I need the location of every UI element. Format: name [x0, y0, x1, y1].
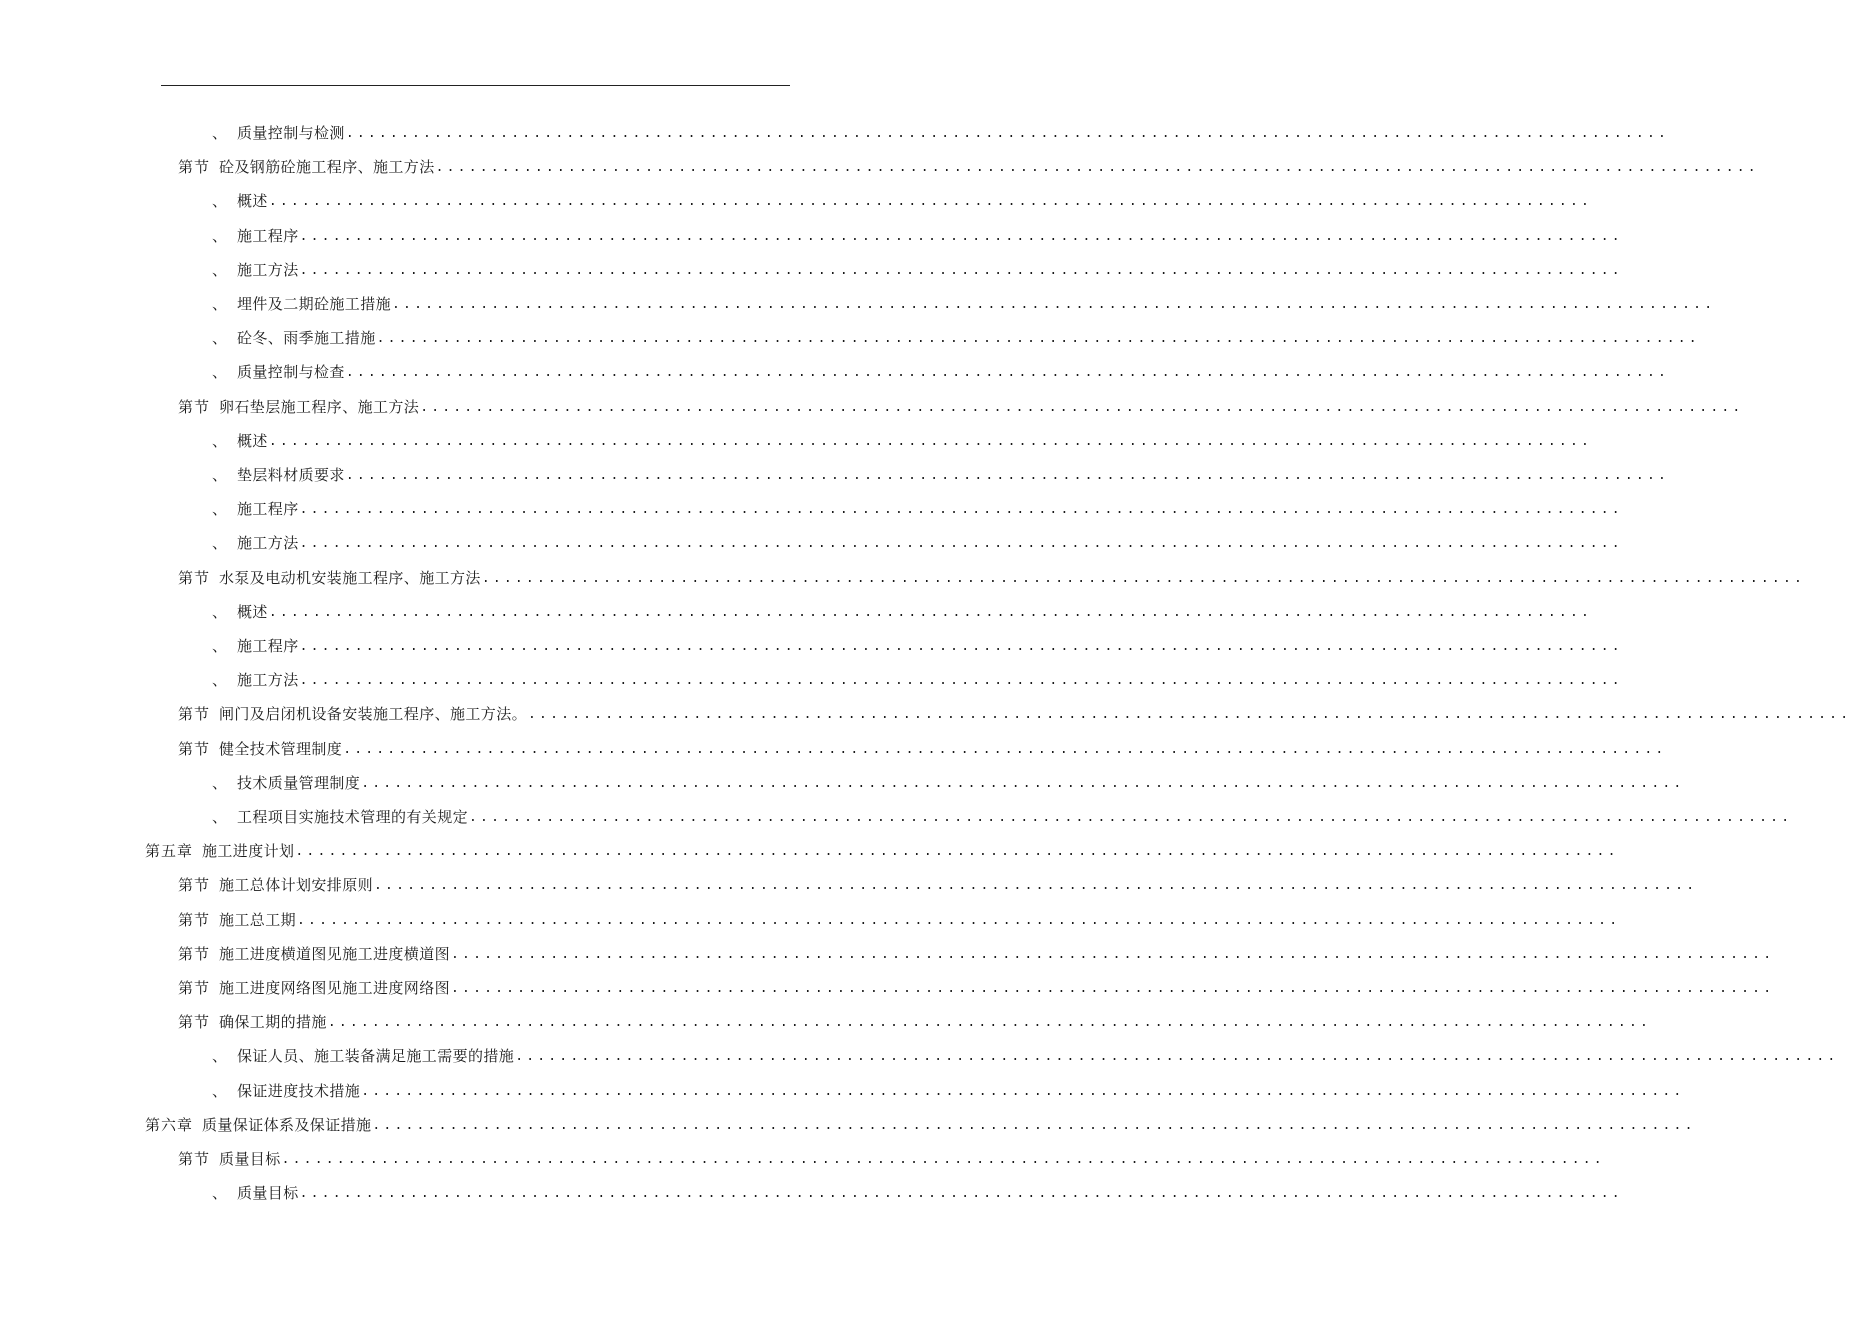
dot-leader: ........................................................................................................................ [299, 639, 1623, 654]
toc-entry-number: 、 [212, 808, 229, 826]
toc-entry[interactable] [178, 697, 1851, 731]
toc-entry[interactable] [212, 766, 1685, 800]
toc-entry[interactable] [212, 219, 1623, 253]
toc-entry-title: 施工总工期 [219, 910, 297, 929]
toc-entry[interactable] [178, 937, 1775, 971]
toc-entry-number: 、 [212, 226, 229, 245]
dot-leader: ........................................................................................................................ [299, 228, 1623, 244]
toc-entry-title: 埋件及二期砼施工措施 [237, 295, 392, 313]
dot-leader: ........................................................................................................................ [343, 741, 1667, 757]
toc-entry-number: 、 [212, 192, 229, 211]
toc-entry-number: 第节 [178, 944, 211, 963]
dot-leader: ........................................................................................................................ [268, 433, 1593, 449]
dot-leader: ........................................................................................................................ [299, 673, 1623, 689]
toc-entry-number: 、 [212, 466, 229, 484]
toc-entry[interactable] [178, 1142, 1605, 1176]
dot-leader: ........................................................................................................................ [528, 707, 1851, 723]
dot-leader: ........................................................................................................................ [372, 1117, 1696, 1133]
toc-entry-number: 第节 [178, 876, 211, 895]
dot-leader: ........................................................................................................................ [299, 1186, 1623, 1202]
toc-entry-title: 施工进度横道图见施工进度横道图 [219, 944, 451, 963]
toc-entry-number: 第节 [178, 705, 211, 724]
toc-entry-number: 、 [212, 1081, 229, 1100]
toc-entry[interactable] [212, 663, 1623, 697]
toc-entry[interactable] [212, 492, 1623, 526]
toc-entry[interactable] [212, 629, 1623, 663]
toc-entry-number: 第节 [178, 979, 211, 997]
dot-leader: ........................................................................................................................ [345, 126, 1670, 141]
toc-entry[interactable] [212, 595, 1593, 629]
dot-leader: ........................................................................................................................ [345, 468, 1670, 483]
toc-entry-title: 工程项目实施技术管理的有关规定 [237, 808, 469, 826]
toc-entry[interactable] [212, 526, 1623, 560]
toc-entry-title: 卵石垫层施工程序、施工方法 [219, 397, 420, 416]
toc-entry[interactable] [212, 355, 1670, 389]
toc-entry-title: 概述 [237, 192, 268, 211]
toc-entry-title: 健全技术管理制度 [219, 739, 343, 758]
dot-leader: ........................................................................................................................ [420, 399, 1744, 415]
dot-leader: ........................................................................................................................ [374, 878, 1698, 894]
toc-entry-number: 第五章 [145, 842, 194, 861]
dot-leader: ........................................................................................................................ [345, 365, 1670, 381]
toc-entry-title: 砼及钢筋砼施工程序、施工方法 [219, 158, 435, 177]
toc-entry[interactable] [212, 184, 1593, 218]
toc-entry[interactable] [212, 116, 1670, 150]
toc-entry-number: 、 [212, 637, 229, 655]
dot-leader: ........................................................................................................................ [392, 297, 1716, 312]
toc-entry-number: 、 [212, 773, 229, 792]
toc-entry-title: 施工进度计划 [202, 842, 295, 861]
toc-entry[interactable] [145, 1108, 1696, 1142]
toc-entry-title: 闸门及启闭机设备安装施工程序、施工方法。 [219, 705, 528, 724]
toc-entry[interactable] [178, 150, 1759, 184]
toc-entry-title: 质量控制与检测 [237, 124, 345, 142]
toc-entry-title: 质量控制与检查 [237, 363, 345, 382]
toc-entry-title: 保证进度技术措施 [237, 1081, 361, 1100]
toc-entry-title: 质量保证体系及保证措施 [202, 1115, 372, 1134]
toc-entry-title: 垫层料材质要求 [237, 466, 345, 484]
toc-entry[interactable] [212, 424, 1593, 458]
toc-entry[interactable] [178, 732, 1667, 766]
toc-entry-number: 第节 [178, 910, 211, 929]
toc-entry-number: 第节 [178, 739, 211, 758]
toc-entry-number: 、 [212, 500, 229, 519]
toc-entry-title: 施工进度网络图见施工进度网络图 [219, 979, 451, 997]
toc-entry[interactable] [178, 868, 1698, 902]
toc-entry-number: 第节 [178, 397, 211, 416]
toc-entry[interactable] [212, 1176, 1623, 1210]
dot-leader: ........................................................................................................................ [376, 331, 1700, 347]
toc-entry[interactable] [178, 390, 1744, 424]
toc-entry-number: 第节 [178, 1150, 211, 1168]
toc-entry[interactable] [178, 561, 1806, 595]
toc-entry-number: 、 [212, 363, 229, 382]
toc-entry[interactable] [212, 321, 1700, 355]
toc-entry[interactable] [178, 971, 1775, 1005]
dot-leader: ........................................................................................................................ [299, 502, 1623, 518]
toc-entry[interactable] [212, 1074, 1685, 1108]
toc-entry-number: 第节 [178, 1013, 211, 1032]
toc-entry-title: 技术质量管理制度 [237, 773, 361, 792]
toc-entry-title: 砼冬、雨季施工措施 [237, 329, 376, 348]
dot-leader: ........................................................................................................................ [268, 604, 1593, 620]
toc-entry[interactable] [212, 253, 1623, 287]
toc-entry-number: 、 [212, 671, 229, 690]
toc-entry-title: 施工方法 [237, 260, 299, 279]
toc-entry-title: 施工程序 [237, 637, 299, 655]
toc-entry[interactable] [145, 834, 1619, 868]
toc-entry-number: 、 [212, 602, 229, 621]
toc-entry-number: 、 [212, 329, 229, 348]
toc-entry-title: 施工总体计划安排原则 [219, 876, 374, 895]
toc-entry-number: 、 [212, 534, 229, 553]
toc-entry-number: 、 [212, 260, 229, 279]
toc-entry-title: 施工程序 [237, 226, 299, 245]
dot-leader: ........................................................................................................................ [515, 1049, 1839, 1065]
dot-leader: ........................................................................................................................ [327, 1015, 1652, 1031]
dot-leader: ........................................................................................................................ [297, 912, 1621, 928]
dot-leader: ........................................................................................................................ [281, 1152, 1605, 1167]
toc-entry-number: 、 [212, 1047, 229, 1066]
toc-entry-number: 第六章 [145, 1115, 194, 1134]
toc-entry-title: 施工程序 [237, 500, 299, 519]
toc-entry-title: 保证人员、施工装备满足施工需要的措施 [237, 1047, 515, 1066]
dot-leader: ........................................................................................................................ [361, 775, 1685, 791]
toc-entry-title: 概述 [237, 431, 268, 450]
toc-entry-number: 、 [212, 431, 229, 450]
toc-entry-title: 水泵及电动机安装施工程序、施工方法 [219, 568, 481, 587]
toc-entry-title: 质量目标 [237, 1184, 299, 1203]
toc-entry[interactable] [212, 1039, 1839, 1073]
toc-entry-number: 第节 [178, 158, 211, 177]
toc-entry[interactable] [178, 903, 1621, 937]
toc-entry[interactable] [212, 458, 1670, 492]
dot-leader: ........................................................................................................................ [451, 946, 1775, 962]
header-rule [161, 85, 790, 86]
toc-entry-title: 施工方法 [237, 671, 299, 690]
toc-entry-number: 第节 [178, 568, 211, 587]
toc-entry[interactable] [212, 800, 1793, 834]
toc-entry-number: 、 [212, 124, 229, 142]
dot-leader: ........................................................................................................................ [481, 570, 1806, 586]
dot-leader: ........................................................................................................................ [469, 810, 1793, 825]
toc-entry-title: 确保工期的措施 [219, 1013, 327, 1032]
toc-entry-number: 、 [212, 295, 229, 313]
dot-leader: ........................................................................................................................ [268, 194, 1593, 210]
toc-entry[interactable] [212, 287, 1716, 321]
toc-entry-title: 施工方法 [237, 534, 299, 553]
dot-leader: ........................................................................................................................ [435, 160, 1759, 176]
dot-leader: ........................................................................................................................ [295, 844, 1619, 860]
toc-entry-title: 质量目标 [219, 1150, 281, 1168]
toc-entry[interactable] [178, 1005, 1652, 1039]
dot-leader: ........................................................................................................................ [451, 981, 1775, 996]
dot-leader: ........................................................................................................................ [299, 536, 1623, 552]
dot-leader: ........................................................................................................................ [299, 262, 1623, 278]
dot-leader: ........................................................................................................................ [361, 1083, 1685, 1099]
toc-entry-title: 概述 [237, 602, 268, 621]
toc-entry-number: 、 [212, 1184, 229, 1203]
